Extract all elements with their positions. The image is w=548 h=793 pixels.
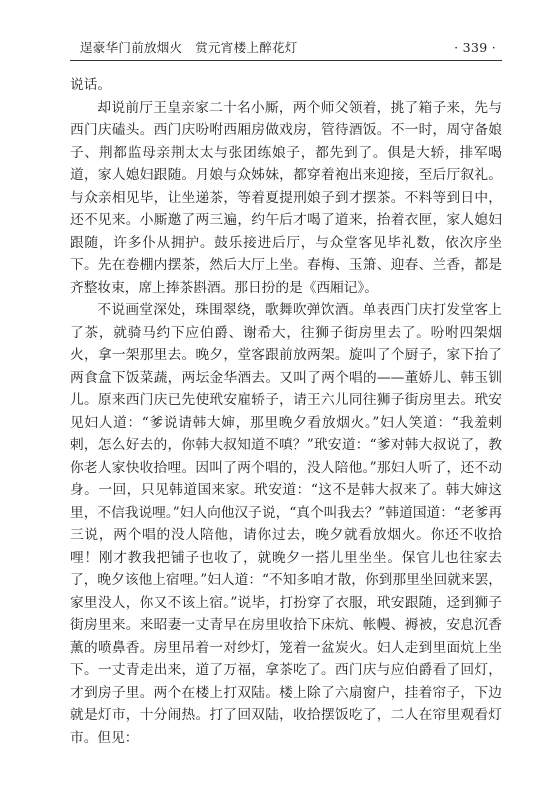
page-number: · 339 · [454, 40, 496, 55]
paragraph: 说话。 [70, 77, 112, 93]
running-header [70, 34, 502, 56]
paragraph: 却说前厅王皇亲家二十名小厮，两个师父领着，挑了箱子来，先与西门庆磕头。西门庆吩咐西厢房做戏房，管待酒饭。不一时，周守备娘子、荆都监母亲荆太太与张团练娘子，都先到了。俱是大轿，排军喝道，家人媳妇跟随。月娘与众姊妹，都穿着袍出来迎接，至后厅叙礼。与众亲相见毕，让坐递茶，等着夏提刑娘子到才摆茶。不料等到日中，还不见来。小厮邀了两三遍，约午后才喝了道来，抬着衣匣，家人媳妇跟随，许多仆从拥护。鼓乐接进后厅，与众堂客见毕礼数，依次序坐下。先在卷棚内摆茶，然后大厅上坐。春梅、玉箫、迎春、兰香，都是齐整妆束，席上捧茶斟酒。那日扮的是《西厢记》。 [70, 99, 502, 296]
header-rule [70, 60, 502, 61]
body-text [70, 74, 502, 749]
paragraph: 不说画堂深处，珠围翠绕，歌舞吹弹饮酒。单表西门庆打发堂客上了茶，就骑马约下应伯爵、谢希大，往狮子街房里去了。吩咐四架烟火，拿一架那里去。晚夕，堂客跟前放两架。旋叫了个厨子，家下抬了两食盒下饭菜蔬，两坛金华酒去。又叫了两个唱的——董娇儿、韩玉钏儿。原来西门庆已先使玳安雇轿子，请王六儿同往狮子街房里去。玳安见妇人道：“爹说请韩大婶，那里晚夕看放烟火。”妇人笑道：“我羞剌剌，怎么好去的，你韩大叔知道不嗔？”玳安道：“爹对韩大叔说了，教你老人家快收拾哩。因叫了两个唱的，没人陪他。”那妇人听了，还不动身。一回，只见韩道国来家。玳安道：“这不是韩大叔来了。韩大婶这里，不信我说哩。”妇人向他汉子说，“真个叫我去？”韩道国道：“老爹再三说，两个唱的没人陪他，请你过去，晚夕就看放烟火。你还不收拾哩！刚才教我把铺子也收了，就晚夕一搭儿里坐坐。保官儿也往家去了，晚夕该他上宿哩。”妇人道：“不知多咱才散，你到那里坐回就来罢，家里没人，你又不该上宿。”说毕，打扮穿了衣服，玳安跟随，迳到狮子街房里来。来昭妻一丈青早在房里收拾下床炕、帐幔、褥被，安息沉香薰的喷鼻香。房里吊着一对纱灯，笼着一盆炭火。妇人走到里面炕上坐下。一丈青走出来，道了万福，拿茶吃了。西门庆与应伯爵看了回灯，才到房子里。两个在楼上打双陆。楼上除了六扇窗户，挂着帘子，下边就是灯市，十分闹热。打了回双陆，收拾摆饭吃了，二人在帘里观看灯市。但见： [70, 302, 502, 746]
chapter-title: 逞豪华门前放烟火 赏元宵楼上醉花灯 [80, 40, 298, 55]
